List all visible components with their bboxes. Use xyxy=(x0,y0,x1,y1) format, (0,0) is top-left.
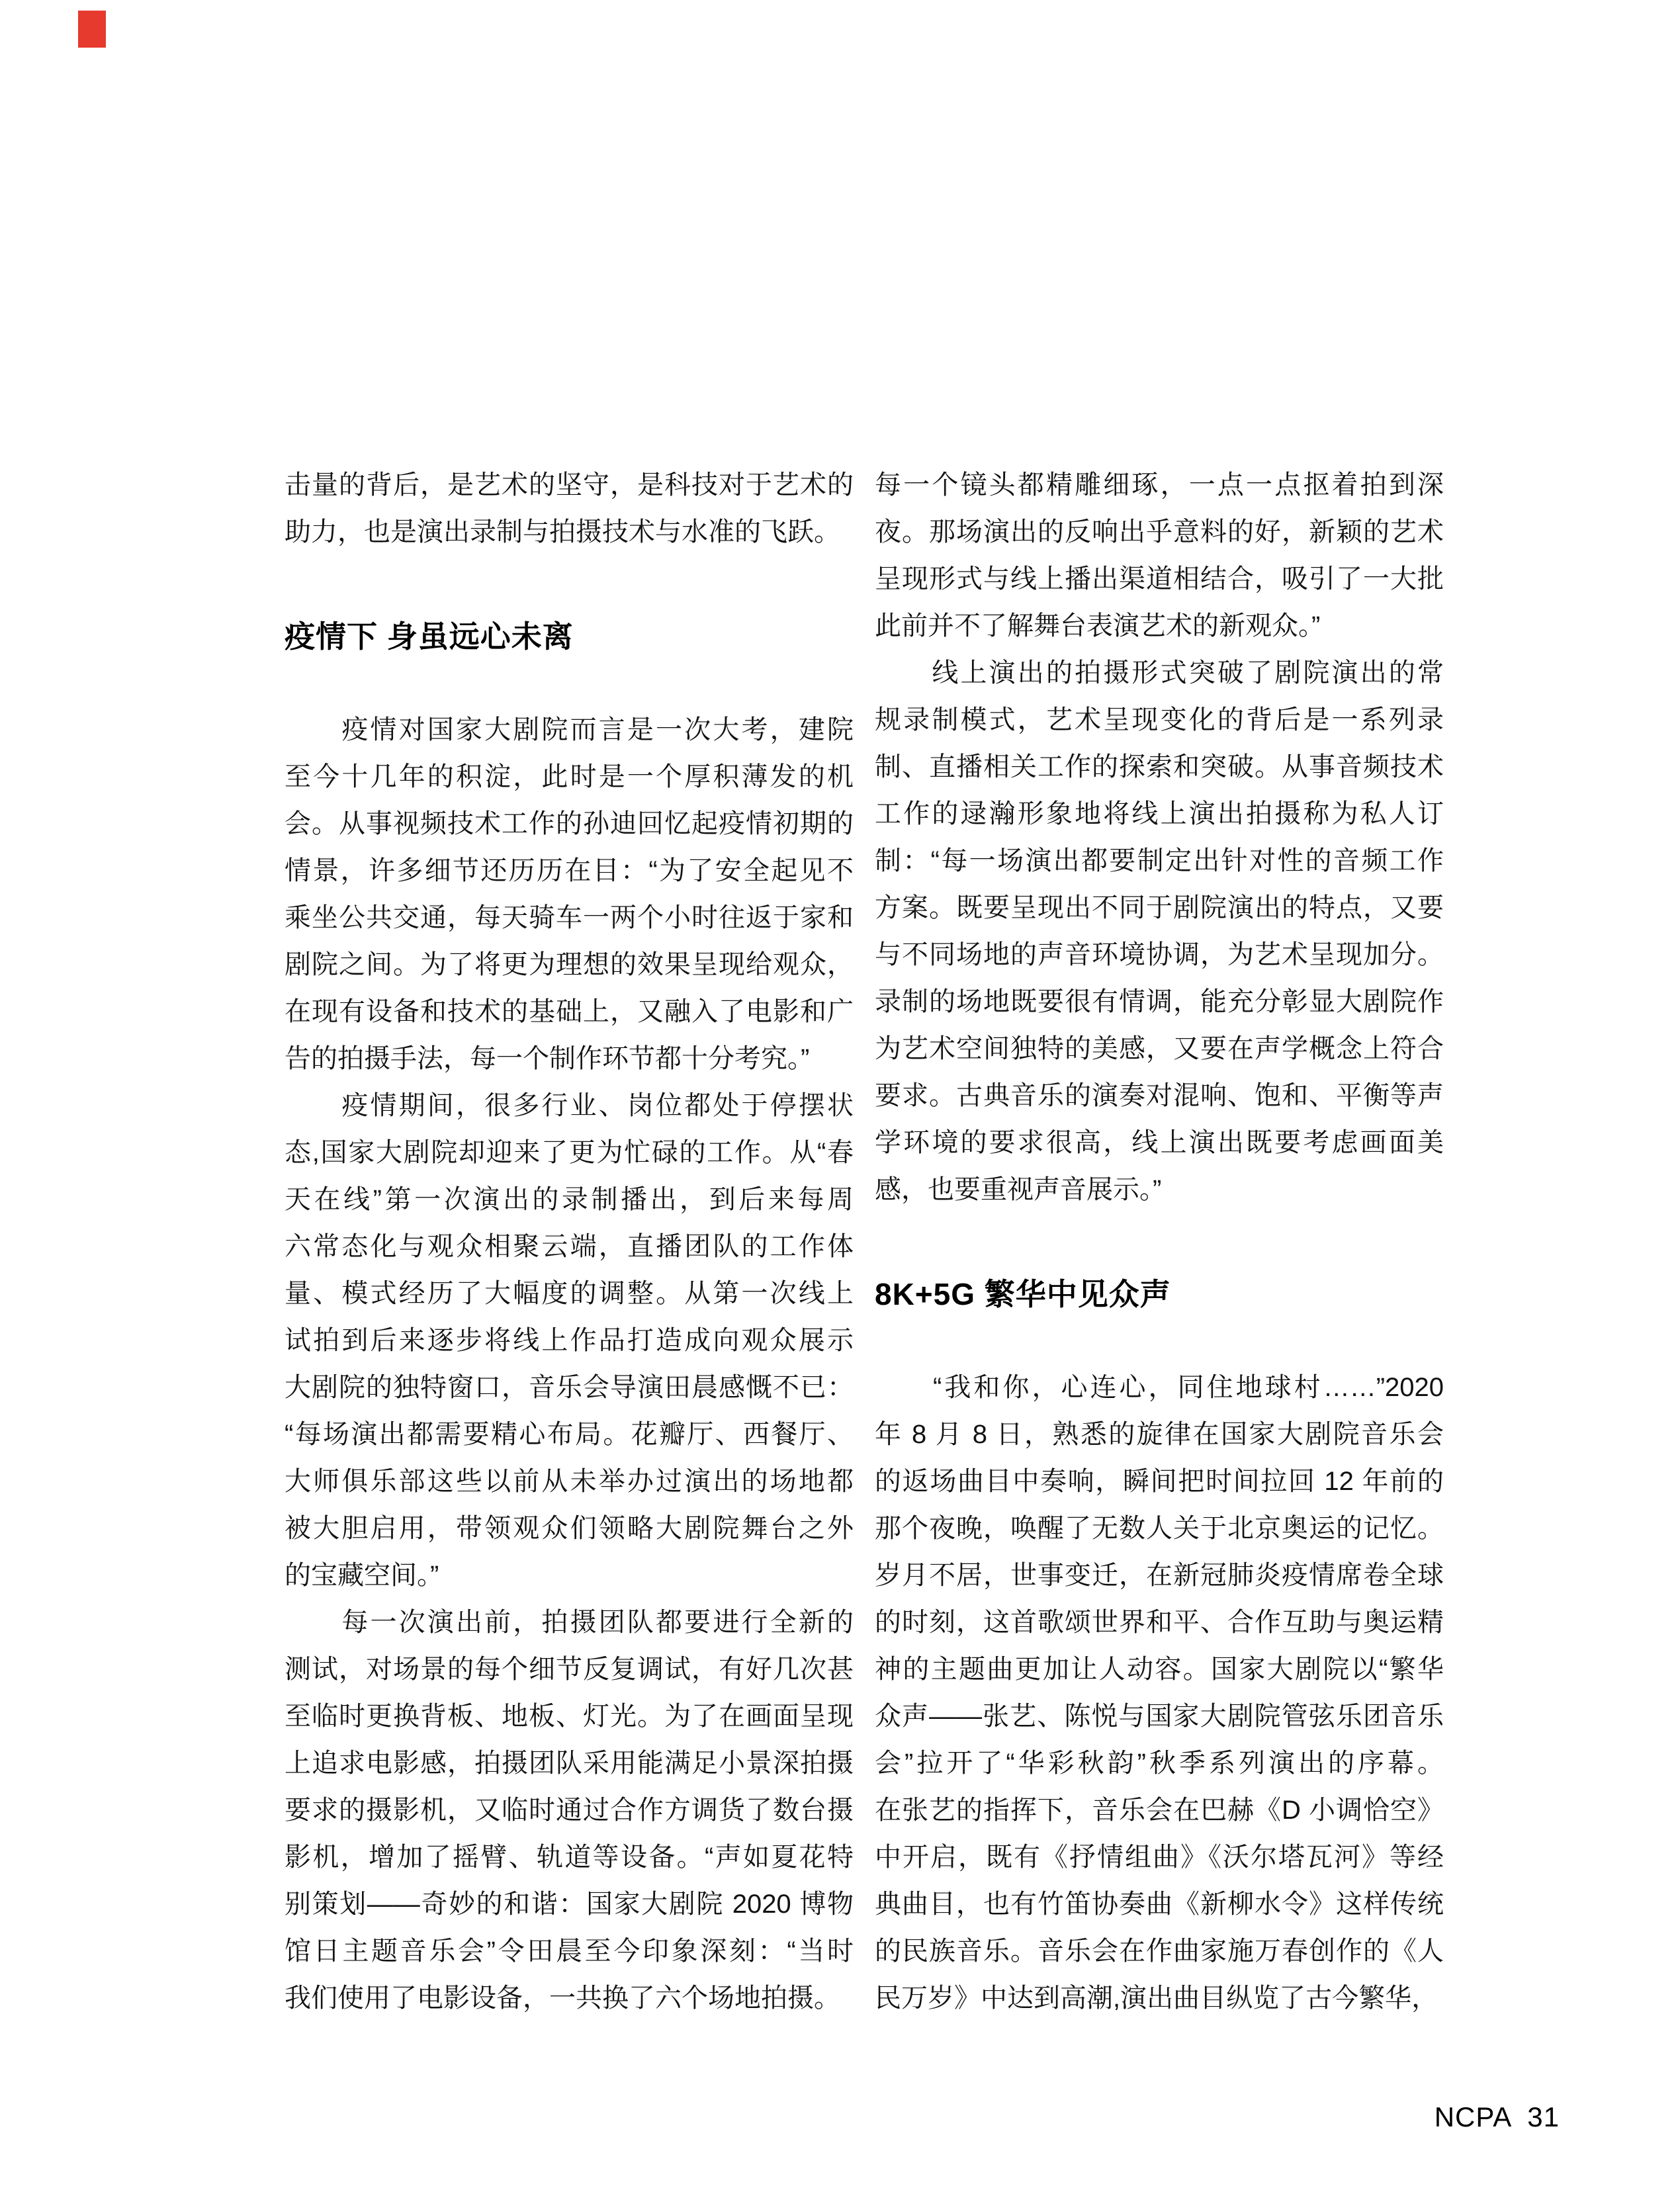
text-line: 馆日主题音乐会”令田晨至今印象深刻：“当时 xyxy=(285,1937,854,1966)
text-line: 别策划——奇妙的和谐：国家大剧院 2020 博物 xyxy=(285,1890,854,1919)
text-line: 会”拉开了“华彩秋韵”秋季系列演出的序幕。 xyxy=(875,1749,1444,1778)
text-line: 规录制模式，艺术呈现变化的背后是一系列录 xyxy=(875,705,1444,734)
text-line: 此前并不了解舞台表演艺术的新观众。” xyxy=(875,611,1321,640)
text-line: 那个夜晚，唤醒了无数人关于北京奥运的记忆。 xyxy=(875,1514,1444,1543)
text-line: 乘坐公共交通，每天骑车一两个小时往返于家和 xyxy=(285,903,854,932)
text-line: 制、直播相关工作的探索和突破。从事音频技术 xyxy=(875,752,1444,781)
text-line: 夜。那场演出的反响出乎意料的好，新颖的艺术 xyxy=(875,517,1444,547)
text-line: 测试，对场景的每个细节反复调试，有好几次甚 xyxy=(285,1655,854,1684)
text-line: 情景，许多细节还历历在目：“为了安全起见不 xyxy=(285,856,854,885)
text-line: 感，也要重视声音展示。” xyxy=(875,1175,1162,1204)
text-line: 为艺术空间独特的美感，又要在声学概念上符合 xyxy=(875,1034,1444,1063)
paragraph xyxy=(875,462,1444,650)
text-line: 量、模式经历了大幅度的调整。从第一次线上 xyxy=(285,1279,854,1308)
text-line: 学环境的要求很高，线上演出既要考虑画面美 xyxy=(875,1128,1444,1157)
text-line: 制：“每一场演出都要制定出针对性的音频工作 xyxy=(875,846,1444,875)
text-line: 的民族音乐。音乐会在作曲家施万春创作的《人 xyxy=(875,1937,1444,1966)
paragraph xyxy=(875,650,1444,1213)
text-line: 影机，增加了摇臂、轨道等设备。“声如夏花特 xyxy=(285,1843,854,1872)
text-line: 每一个镜头都精雕细琢，一点一点抠着拍到深 xyxy=(875,470,1444,500)
text-line: 态,国家大剧院却迎来了更为忙碌的工作。从“春 xyxy=(285,1138,854,1167)
text-line: 的返场曲目中奏响，瞬间把时间拉回 12 年前的 xyxy=(875,1467,1444,1496)
paragraph xyxy=(875,1364,1444,2022)
text-line: 呈现形式与线上播出渠道相结合，吸引了一大批 xyxy=(875,564,1444,593)
text-line: 与不同场地的声音环境协调，为艺术呈现加分。 xyxy=(875,940,1444,969)
text-line: 录制的场地既要很有情调，能充分彰显大剧院作 xyxy=(875,987,1444,1016)
text-line: 工作的逯瀚形象地将线上演出拍摄称为私人订 xyxy=(875,799,1444,828)
text-line: 剧院之间。为了将更为理想的效果呈现给观众， xyxy=(285,950,854,979)
text-line: 我们使用了电影设备，一共换了六个场地拍摄。 xyxy=(285,1984,840,2013)
section-heading: 疫情下 身虽远心未离 xyxy=(285,619,574,654)
text-line: 岁月不居，世事变迁，在新冠肺炎疫情席卷全球 xyxy=(875,1561,1444,1590)
text-line: 疫情期间，很多行业、岗位都处于停摆状 xyxy=(285,1091,854,1120)
article-column-left xyxy=(285,462,854,2022)
text-line: 典曲目，也有竹笛协奏曲《新柳水令》这样传统 xyxy=(875,1890,1444,1919)
text-line: 线上演出的拍摄形式突破了剧院演出的常 xyxy=(875,658,1444,687)
text-line: 击量的背后，是艺术的坚守，是科技对于艺术的 xyxy=(285,470,854,500)
text-line: 会。从事视频技术工作的孙迪回忆起疫情初期的 xyxy=(285,809,854,838)
text-line: 至临时更换背板、地板、灯光。为了在画面呈现 xyxy=(285,1702,854,1731)
text-line: 大剧院的独特窗口，音乐会导演田晨感慨不已： xyxy=(285,1373,854,1402)
text-line: 要求的摄影机，又临时通过合作方调货了数台摄 xyxy=(285,1796,854,1825)
text-line: 众声——张艺、陈悦与国家大剧院管弦乐团音乐 xyxy=(875,1702,1444,1731)
text-line: 民万岁》中达到高潮,演出曲目纵览了古今繁华， xyxy=(875,1984,1438,2013)
page-footer xyxy=(1417,2070,1560,2133)
text-line: 要求。古典音乐的演奏对混响、饱和、平衡等声 xyxy=(875,1081,1444,1110)
paragraph xyxy=(285,462,854,556)
text-line: “我和你，心连心，同住地球村……”2020 xyxy=(875,1373,1444,1402)
text-line: 告的拍摄手法，每一个制作环节都十分考究。” xyxy=(285,1044,810,1073)
text-line: “每场演出都需要精心布局。花瓣厅、西餐厅、 xyxy=(285,1420,854,1449)
text-line: 六常态化与观众相聚云端，直播团队的工作体 xyxy=(285,1232,854,1261)
paragraph xyxy=(285,707,854,1082)
text-line: 助力，也是演出录制与拍摄技术与水准的飞跃。 xyxy=(285,517,840,547)
page-number: NCPA 31 xyxy=(1434,2101,1560,2132)
article-column-right xyxy=(875,462,1444,2022)
text-line: 中开启，既有《抒情组曲》《沃尔塔瓦河》等经 xyxy=(875,1843,1444,1872)
text-line: 疫情对国家大剧院而言是一次大考，建院 xyxy=(285,715,854,744)
paragraph xyxy=(285,1599,854,2022)
text-line: 方案。既要呈现出不同于剧院演出的特点，又要 xyxy=(875,893,1444,922)
text-line: 上追求电影感，拍摄团队采用能满足小景深拍摄 xyxy=(285,1749,854,1778)
text-line: 天在线”第一次演出的录制播出，到后来每周 xyxy=(285,1185,854,1214)
text-line: 至今十几年的积淀，此时是一个厚积薄发的机 xyxy=(285,762,854,791)
text-line: 被大胆启用，带领观众们领略大剧院舞台之外 xyxy=(285,1514,854,1543)
text-line: 的时刻，这首歌颂世界和平、合作互助与奥运精 xyxy=(875,1608,1444,1637)
text-line: 大师俱乐部这些以前从未举办过演出的场地都 xyxy=(285,1467,854,1496)
text-line: 每一次演出前，拍摄团队都要进行全新的 xyxy=(285,1608,854,1637)
text-line: 的宝藏空间。” xyxy=(285,1561,439,1590)
section-marker xyxy=(78,11,106,48)
text-line: 年 8 月 8 日，熟悉的旋律在国家大剧院音乐会 xyxy=(875,1420,1444,1449)
section-heading: 8K+5G 繁华中见众声 xyxy=(875,1277,1171,1311)
text-line: 神的主题曲更加让人动容。国家大剧院以“繁华 xyxy=(875,1655,1444,1684)
text-line: 试拍到后来逐步将线上作品打造成向观众展示 xyxy=(285,1326,854,1355)
paragraph xyxy=(285,1082,854,1599)
text-line: 在现有设备和技术的基础上，又融入了电影和广 xyxy=(285,997,854,1026)
text-line: 在张艺的指挥下，音乐会在巴赫《D 小调恰空》 xyxy=(875,1796,1444,1825)
